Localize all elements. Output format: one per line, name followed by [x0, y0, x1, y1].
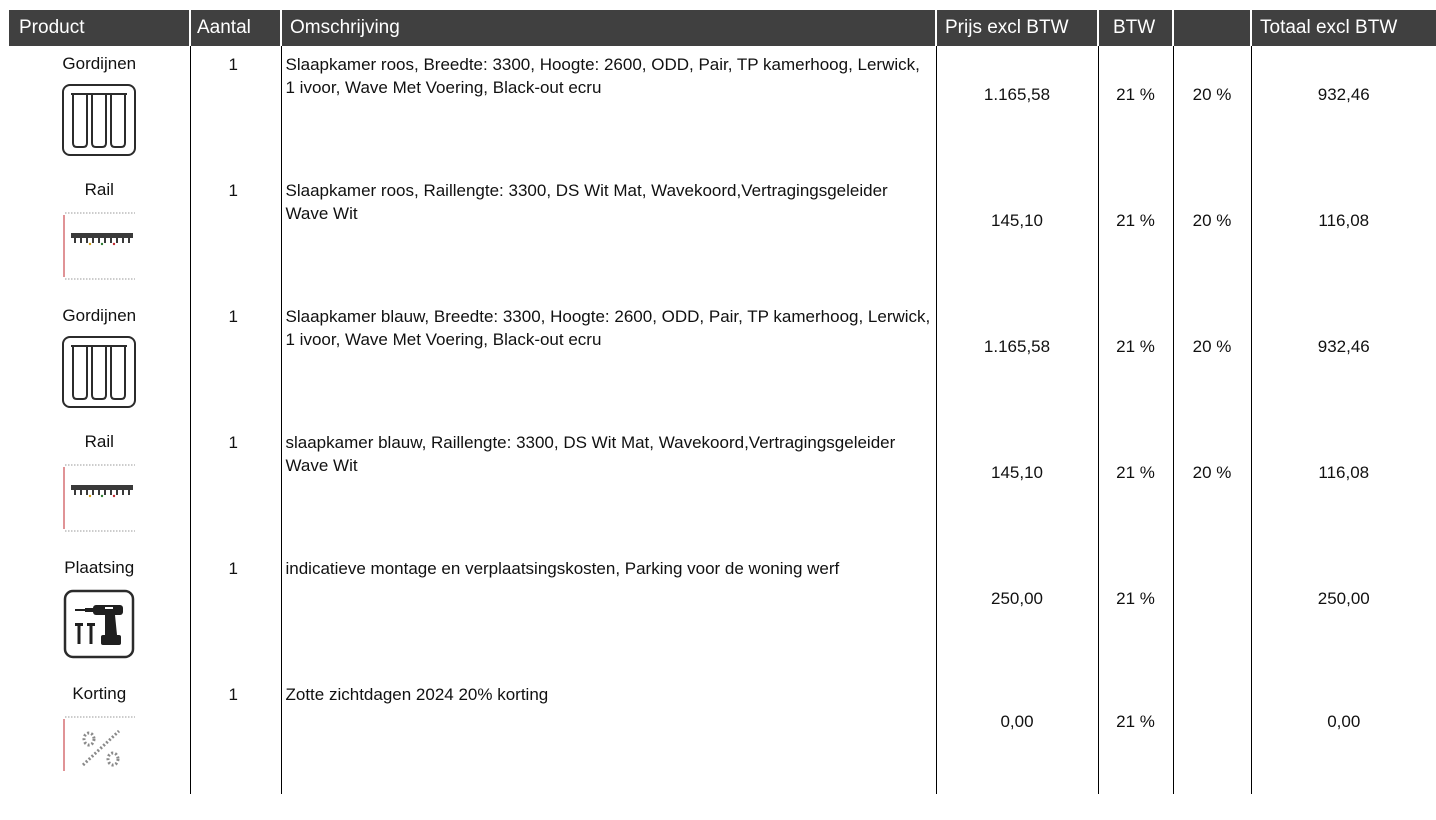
total-value: 932,46 [1317, 85, 1370, 104]
total-cell [1251, 298, 1436, 424]
price-cell [936, 298, 1098, 424]
discount-cell [1173, 172, 1251, 298]
curtain-icon [61, 335, 137, 409]
description-cell [281, 172, 936, 298]
vat-cell [1098, 550, 1173, 676]
product-cell [9, 172, 190, 298]
quantity-cell [190, 676, 281, 794]
total-cell [1251, 172, 1436, 298]
product-name: Rail [84, 432, 114, 451]
header-price-excl-vat: Prijs excl BTW [936, 10, 1098, 46]
description-cell [281, 676, 936, 794]
quote-line-items-table [9, 10, 1436, 794]
discount-value: 20 % [1192, 211, 1232, 230]
description-text: Slaapkamer roos, Breedte: 3300, Hoogte: 2600, ODD, Pair, TP kamerhoog, Lerwick, 1 ivoor, Wave Met Voering, Black-out ecru [285, 55, 920, 97]
vat-cell [1098, 424, 1173, 550]
price-value: 1.165,58 [983, 85, 1051, 104]
discount-cell [1173, 298, 1251, 424]
description-text: indicatieve montage en verplaatsingskosten, Parking voor de woning werf [285, 559, 840, 578]
discount-cell [1173, 46, 1251, 172]
header-total-excl-vat: Totaal excl BTW [1251, 10, 1436, 46]
product-cell [9, 550, 190, 676]
quantity-cell [190, 172, 281, 298]
quantity-value: 1 [228, 307, 238, 326]
quantity-value: 1 [228, 55, 238, 74]
quantity-value: 1 [228, 685, 238, 704]
header-quantity: Aantal [190, 10, 281, 46]
description-text: Slaapkamer blauw, Breedte: 3300, Hoogte: 2600, ODD, Pair, TP kamerhoog, Lerwick, 1 ivoor, Wave Met Voering, Black-out ecru [285, 307, 931, 349]
vat-cell [1098, 172, 1173, 298]
description-cell [281, 424, 936, 550]
description-cell [281, 46, 936, 172]
vat-value: 21 % [1116, 463, 1155, 482]
description-text: Zotte zichtdagen 2024 20% korting [285, 685, 549, 704]
price-value: 250,00 [991, 589, 1043, 608]
product-name: Plaatsing [64, 558, 135, 577]
discount-cell [1173, 676, 1251, 794]
vat-value: 21 % [1116, 712, 1155, 731]
total-value: 932,46 [1317, 337, 1370, 356]
quantity-value: 1 [228, 181, 238, 200]
table-row [9, 298, 1436, 424]
discount-cell [1173, 550, 1251, 676]
total-cell [1251, 550, 1436, 676]
price-value: 1.165,58 [983, 337, 1051, 356]
discount-value [1174, 676, 1251, 712]
quantity-cell [190, 46, 281, 172]
price-value: 145,10 [991, 463, 1043, 482]
price-cell [936, 424, 1098, 550]
quantity-value: 1 [228, 433, 238, 452]
description-text: Slaapkamer roos, Raillengte: 3300, DS Wit Mat, Wavekoord,Vertragingsgeleider Wave Wit [285, 181, 888, 223]
price-value: 145,10 [991, 211, 1043, 230]
table-header-row [9, 10, 1436, 46]
vat-cell [1098, 676, 1173, 794]
total-cell [1251, 424, 1436, 550]
total-value: 116,08 [1318, 211, 1370, 230]
discount-value: 20 % [1192, 85, 1232, 104]
description-cell [281, 298, 936, 424]
quantity-cell [190, 424, 281, 550]
quantity-value: 1 [228, 559, 238, 578]
header-description: Omschrijving [281, 10, 936, 46]
price-cell [936, 676, 1098, 794]
drill-installation-icon [61, 587, 137, 661]
discount-value: 20 % [1192, 463, 1232, 482]
vat-value: 21 % [1116, 85, 1155, 104]
table-row [9, 172, 1436, 298]
table-row [9, 46, 1436, 172]
vat-cell [1098, 298, 1173, 424]
total-cell [1251, 676, 1436, 794]
curtain-rail-icon [61, 209, 137, 283]
vat-value: 21 % [1116, 337, 1155, 356]
vat-value: 21 % [1116, 211, 1155, 230]
total-cell [1251, 46, 1436, 172]
table-row [9, 676, 1436, 794]
vat-cell [1098, 46, 1173, 172]
total-value: 250,00 [1317, 589, 1370, 608]
price-cell [936, 46, 1098, 172]
product-name: Korting [72, 684, 127, 703]
table-row [9, 550, 1436, 676]
product-cell [9, 424, 190, 550]
price-cell [936, 550, 1098, 676]
quantity-cell [190, 298, 281, 424]
product-name: Gordijnen [62, 54, 137, 73]
table-row [9, 424, 1436, 550]
total-value: 0,00 [1327, 712, 1361, 731]
product-cell [9, 46, 190, 172]
description-text: slaapkamer blauw, Raillengte: 3300, DS Wit Mat, Wavekoord,Vertragingsgeleider Wave Wit [285, 433, 896, 475]
vat-value: 21 % [1116, 589, 1155, 608]
product-cell [9, 676, 190, 794]
product-name: Rail [84, 180, 114, 199]
total-value: 116,08 [1318, 463, 1370, 482]
product-cell [9, 298, 190, 424]
header-vat: BTW [1098, 10, 1173, 46]
curtain-icon [61, 83, 137, 157]
quantity-cell [190, 550, 281, 676]
curtain-rail-icon [61, 461, 137, 535]
price-value: 0,00 [1000, 712, 1034, 731]
description-cell [281, 550, 936, 676]
discount-value [1174, 550, 1251, 589]
percent-discount-icon [61, 713, 137, 773]
price-cell [936, 172, 1098, 298]
header-discount [1173, 10, 1251, 46]
discount-value: 20 % [1192, 337, 1232, 356]
discount-cell [1173, 424, 1251, 550]
header-product: Product [9, 10, 190, 46]
product-name: Gordijnen [62, 306, 137, 325]
